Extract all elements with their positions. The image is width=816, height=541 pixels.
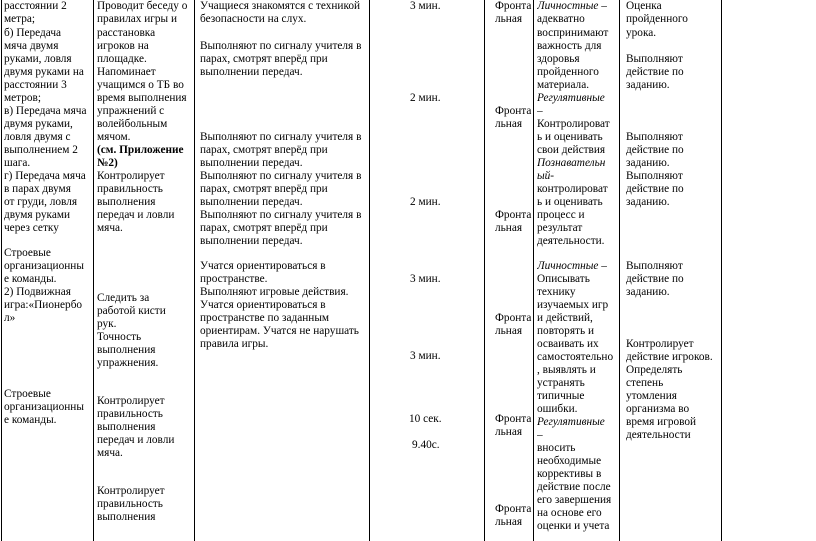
duration-value: 3 мин. [410,0,441,12]
student-line: Выполняют по сигналу учителя в [200,170,362,182]
column-border [194,0,195,541]
control-line: время игровой [626,416,697,428]
content-line: в парах двумя [4,183,71,195]
outcome-line: и действий, [537,312,593,324]
control-line: действие по [626,144,684,156]
teacher-line: правильность [97,498,163,510]
content-line: е команды. [4,414,57,426]
outcome-line: необходимые [537,455,602,467]
content-line: организационны [4,260,84,272]
content-line: 2) Подвижная [4,286,71,298]
control-line: Контролирует [626,338,694,350]
outcome-line: ошибки. [537,403,578,415]
outcome-line: – [537,429,543,441]
student-line: Выполняют по сигналу учителя в [200,40,362,52]
column-border [533,0,534,541]
content-line: метра; [4,13,36,25]
teacher-line: Контролирует [97,485,165,497]
content-line: двумя руками [4,209,71,221]
outcome-line: Личностные – [537,260,607,272]
teacher-line: Точность [97,331,142,343]
content-line: Строевые [4,388,51,400]
teacher-line: Следить за [97,292,150,304]
student-line: Выполняют по сигналу учителя в [200,131,362,143]
work-form-line: Фронта [495,0,532,12]
outcome-line: Описывать [537,273,590,285]
teacher-line: расстановка [97,27,156,39]
control-line: действие по [626,183,684,195]
content-line: л» [4,312,16,324]
outcome-line: воспринимают [537,27,609,39]
student-line: Выполняют игровые действия. [200,286,349,298]
student-line: парах, смотрят вперёд при [200,183,328,195]
student-line: Учатся ориентироваться в [200,299,326,311]
outcome-line: оценки и учета [537,520,610,532]
content-line: игра:«Пионербо [4,299,83,311]
column-border [93,0,94,541]
outcome-line: свои действия [537,144,606,156]
teacher-line: выполнения [97,196,156,208]
teacher-line: передач и ловли [97,209,175,221]
control-line: утомления [626,390,677,402]
content-line: расстоянии 2 [4,0,67,12]
outcome-line: , выявлять и [537,364,596,376]
outcome-line: ь и оценивать [537,196,603,208]
teacher-line: правильность [97,183,163,195]
teacher-line: мяча. [97,222,123,234]
outcome-line: вносить [537,442,576,454]
outcomes-column [537,0,619,541]
content-line: выполнением 2 [4,144,78,156]
work-form-line: льная [495,325,523,337]
teacher-line: выполнения [97,421,156,433]
outcome-line: технику [537,286,576,298]
duration-value: 3 мин. [410,273,441,285]
control-line: Выполняют [626,170,683,182]
column-border [619,0,620,541]
content-line: метров; [4,92,42,104]
outcome-line: материала. [537,79,590,91]
student-line: выполнении передач. [200,66,303,78]
outcome-line: типичные [537,390,585,402]
content-line: организационны [4,401,84,413]
teacher-line: время выполнения [97,92,187,104]
work-form-line: Фронта [495,209,532,221]
work-form-line: Фронта [495,413,532,425]
outcome-line: ый- [537,170,555,182]
student-line: пространстве по заданным [200,312,330,324]
teacher-line: Контролирует [97,395,165,407]
outcome-line: деятельности. [537,235,605,247]
work-form-line: льная [495,13,523,25]
outcome-line: осваивать их [537,338,599,350]
control-line: организма во [626,403,690,415]
teacher-line: правильность [97,408,163,420]
student-line: выполнении передач. [200,235,303,247]
outcome-line: результат [537,222,583,234]
content-line: через сетку [4,222,59,234]
teacher-line: передач и ловли [97,434,175,446]
teacher-line: учащимся о ТБ во [97,79,184,91]
teacher-line: выполнения [97,344,156,356]
control-line: Определять [626,364,683,376]
teacher-line: мяча. [97,447,123,459]
content-line: в) Передача мяча [4,105,87,117]
work-form-line: Фронта [495,503,532,515]
outcome-line: пройденного [537,66,599,78]
student-line: Выполняют по сигналу учителя в [200,209,362,221]
appendix-reference: №2) [97,157,118,169]
control-line: пройденного [626,13,688,25]
work-form-line: Фронта [495,105,532,117]
duration-value: 2 мин. [410,92,441,104]
control-line: степень [626,377,664,389]
outcome-line: самостоятельно [537,351,614,363]
outcome-line: ь и оценивать [537,131,603,143]
student-line: парах, смотрят вперёд при [200,144,328,156]
content-line: руками, ловля [4,53,72,65]
content-line: мяча двумя [4,40,59,52]
duration-value: 3 мин. [410,350,441,362]
student-line: выполнении передач. [200,196,303,208]
outcome-line: важность для [537,40,602,52]
control-line: действие по [626,66,684,78]
student-activity-column [200,0,368,541]
column-border [1,0,2,541]
student-line: парах, смотрят вперёд при [200,53,328,65]
outcome-line: устранять [537,377,585,389]
teacher-line: площадке. [97,53,147,65]
teacher-line: волейбольным [97,118,168,130]
control-line: заданию. [626,79,670,91]
control-line: заданию. [626,157,670,169]
work-form-line: льная [495,516,523,528]
student-line: Учатся ориентироваться в [200,260,326,272]
student-line: парах, смотрят вперёд при [200,222,328,234]
duration-value: 2 мин. [410,196,441,208]
teacher-line: Контролирует [97,170,165,182]
outcome-line: изучаемых игр [537,299,609,311]
content-line: двумя руками на [4,66,84,78]
content-line: Строевые [4,247,51,259]
control-line: Выполняют [626,260,683,272]
control-line: Выполняют [626,131,683,143]
outcome-line: коррективы в [537,468,602,480]
content-line: двумя руками, [4,118,73,130]
content-line: е команды. [4,273,57,285]
control-line: действие по [626,273,684,285]
outcome-line: Познавательн [537,157,606,169]
teacher-line: правилах игры и [97,13,177,25]
teacher-line: Проводит беседу о [97,0,188,12]
student-line: Учащиеся знакомятся с техникой [200,0,361,12]
outcome-line: Регулятивные [537,92,605,104]
student-line: правила игры. [200,338,269,350]
column-border [721,0,722,541]
duration-value: 9.40с. [412,439,440,451]
outcome-line: Регулятивные [537,416,605,428]
content-line: г) Передача мяча [4,170,86,182]
work-form-line: Фронта [495,312,532,324]
content-line: от груди, ловля [4,196,78,208]
duration-value: 10 сек. [409,413,442,425]
teacher-line: упражнения. [97,357,159,369]
content-column [4,0,92,541]
content-line: расстоянии 3 [4,79,67,91]
content-line: ловля двумя с [4,131,71,143]
student-line: безопасности на слух. [200,13,307,25]
outcome-line: – [537,105,543,117]
control-line: деятельности [626,429,691,441]
content-line: шага. [4,157,31,169]
teacher-line: рук. [97,318,117,330]
teacher-line: выполнения [97,511,156,523]
control-line: Оценка [626,0,662,12]
outcome-line: действие после [537,481,611,493]
outcome-line: его завершения [537,494,612,506]
control-line: действие игроков. [626,351,713,363]
teacher-line: мячом. [97,131,131,143]
outcome-line: повторять и [537,325,594,337]
teacher-line: игроков на [97,40,149,52]
student-line: выполнении передач. [200,157,303,169]
teacher-line: работой кисти [97,305,166,317]
student-line: ориентирам. Учатся не нарушать [200,325,359,337]
appendix-reference: (см. Приложение [97,144,184,156]
work-form-column [485,0,533,541]
control-line: урока. [626,27,657,39]
control-line: заданию. [626,286,670,298]
work-form-line: льная [495,222,523,234]
outcome-line: Личностные – [537,0,607,12]
outcome-line: на основе его [537,507,602,519]
outcome-line: здоровья [537,53,580,65]
outcome-line: процесс и [537,209,585,221]
control-line: заданию. [626,196,670,208]
duration-column [370,0,484,541]
control-line: Выполняют [626,53,683,65]
content-line: б) Передача [4,27,62,39]
student-line: пространстве. [200,273,268,285]
outcome-line: адекватно [537,13,585,25]
work-form-line: льная [495,118,523,130]
control-column [626,0,721,541]
outcome-line: Контролироват [537,118,610,130]
outcome-line: контролироват [537,183,608,195]
teacher-activity-column [97,0,194,541]
teacher-line: упражнений с [97,105,165,117]
teacher-line: Напоминает [97,66,156,78]
work-form-line: льная [495,426,523,438]
